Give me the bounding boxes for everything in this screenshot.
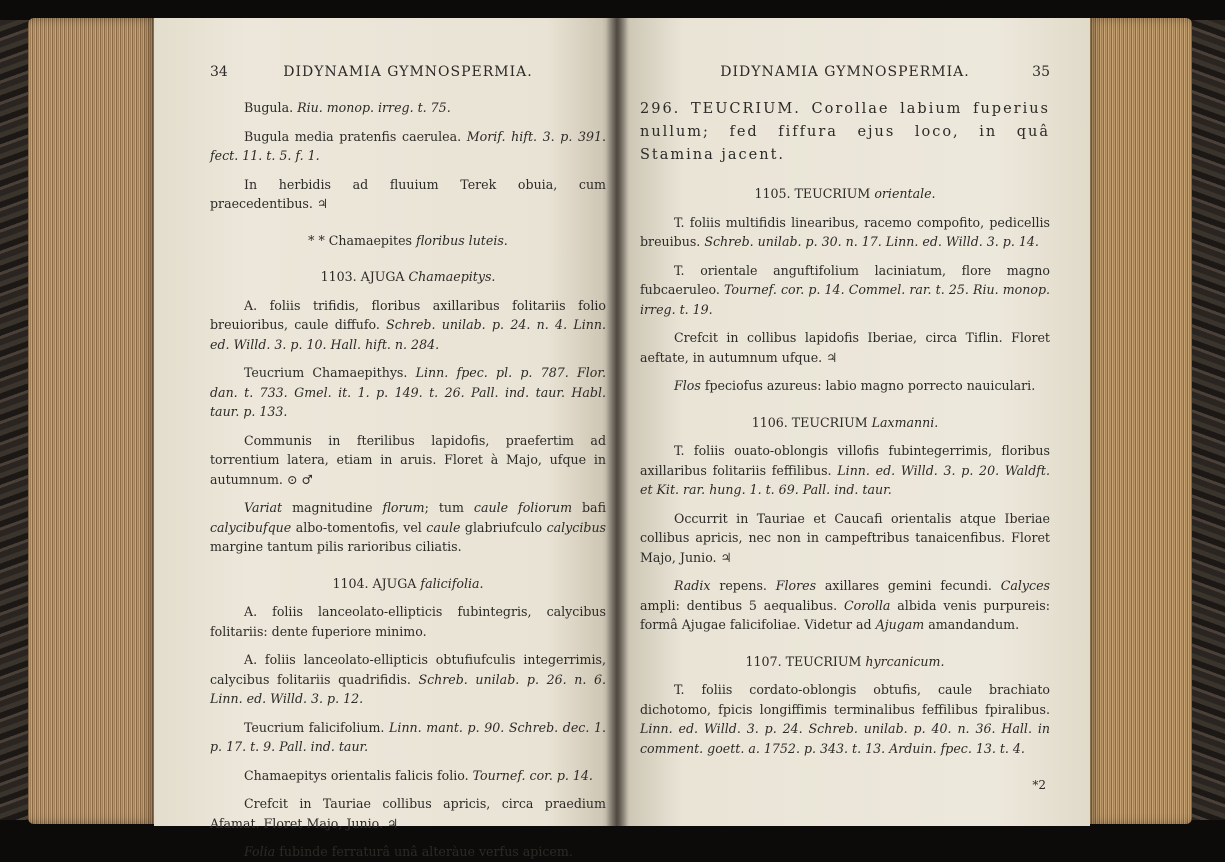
paragraph: Folia fubinde ferraturâ unâ alteràue verfus apicem.	[244, 844, 573, 859]
paragraph: Crefcit in collibus lapidofis Iberiae, circa Tiflin. Floret aeftate, in autumnum ufque. ♃	[640, 330, 1050, 365]
paragraph: Variat magnitudine florum; tum caule foliorum bafi calycibufque albo-tomentofis, vel caule glabriufculo calycibus margine tantum pilis rarioribus ciliatis.	[210, 500, 607, 554]
paragraph: Teucrium Chamaepithys. Linn. fpec. pl. p. 787. Flor. dan. t. 733. Gmel. it. 1. p. 149. t. 26. Pall. ind. taur. Habl. taur. p. 133.	[210, 365, 606, 419]
page-edges-right	[1088, 18, 1192, 824]
paragraph: T. foliis cordato-oblongis obtufis, caule brachiato dichotomo, fpicis longiffimis terminalibus feffilibus fpiralibus. Linn. ed. Willd. 3. p. 24. Schreb. unilab. p. 40. n. 36. Hall. in comment. goett. a. 1752. p. 343. t. 13. Arduin. fpec. 13. t. 4.	[640, 682, 1050, 756]
right-running-head	[640, 64, 1050, 88]
genus-heading: 296. TEUCRIUM. Corollae labium fuperius nullum; fed fiffura ejus loco, in quâ Stamina jacent.	[640, 101, 1050, 163]
book-gutter	[606, 18, 628, 826]
paragraph: Bugula media pratenfis caerulea. Morif. hift. 3. p. 391. fect. 11. t. 5. f. 1.	[210, 128, 606, 163]
paragraph: Crefcit in Tauriae collibus apricis, circa praedium Afamat. Floret Majo, Junio. ♃	[210, 796, 606, 831]
paragraph: Flos fpeciofus azureus: labio magno porrecto nauiculari.	[674, 378, 1036, 393]
left-running-head	[210, 64, 606, 88]
left-page-number: 34	[210, 64, 228, 80]
paragraph: A. foliis trifidis, floribus axillaribus folitariis folio breuioribus, caule diffufo. Schreb. unilab. p. 24. n. 4. Linn. ed. Willd. 3. p. 10. Hall. hift. n. 284.	[210, 297, 606, 352]
paragraph: In herbidis ad fluuium Terek obuia, cum praecedentibus. ♃	[210, 176, 606, 211]
paragraph: T. orientale anguftifolium laciniatum, flore magno fubcaeruleo. Tournef. cor. p. 14. Commel. rar. t. 25. Riu. monop. irreg. t. 19.	[640, 262, 1051, 317]
species-heading: 1104. AJUGA falicifolia.	[332, 575, 484, 591]
paragraph: Chamaepitys orientalis falicis folio. Tournef. cor. p. 14.	[244, 767, 593, 783]
paragraph: A. foliis lanceolato-ellipticis obtufiufculis integerrimis, calycibus folitariis quadrifidis. Schreb. unilab. p. 26. n. 6. Linn. ed. Willd. 3. p. 12.	[210, 652, 606, 706]
paragraph: Bugula. Riu. monop. irreg. t. 75.	[244, 100, 451, 115]
paragraph: A. foliis lanceolato-ellipticis fubintegris, calycibus folitariis: dente fuperiore minimo.	[210, 604, 606, 639]
left-running-title: DIDYNAMIA GYMNOSPERMIA.	[283, 64, 533, 80]
species-heading: 1105. TEUCRIUM orientale.	[754, 186, 936, 201]
paragraph: T. foliis ouato-oblongis villofis fubintegerrimis, floribus axillaribus folitariis feffilibus. Linn. ed. Willd. 3. p. 20. Waldft. et Kit. rar. hung. 1. t. 69. Pall. ind. taur.	[640, 443, 1050, 497]
marbled-board-right	[1189, 20, 1225, 820]
page-edges-left	[28, 18, 156, 824]
paragraph: T. foliis multifidis linearibus, racemo compofito, pedicellis breuibus. Schreb. unilab. p. 30. n. 17. Linn. ed. Willd. 3. p. 14.	[640, 214, 1050, 249]
species-heading: 1103. AJUGA Chamaepitys.	[320, 269, 496, 284]
signature-mark: *2	[1032, 778, 1046, 792]
paragraph: Radix repens. Flores axillares gemini fecundi. Calyces ampli: dentibus 5 aequalibus. Corolla albida venis purpureis: formâ Ajugae falicifoliae. Videtur ad Ajugam amandandum.	[640, 578, 1050, 632]
left-page	[154, 18, 616, 859]
right-running-title: DIDYNAMIA GYMNOSPERMIA.	[720, 64, 970, 80]
paragraph: Teucrium falicifolium. Linn. mant. p. 90. Schreb. dec. 1. p. 17. t. 9. Pall. ind. taur.	[210, 719, 606, 754]
species-heading: 1106. TEUCRIUM Laxmanni.	[751, 414, 939, 430]
paragraph: Communis in fterilibus lapidofis, praefertim ad torrentium latera, etiam in aruis. Floret à Majo, ufque in autumnum. ⊙ ♂	[210, 432, 606, 487]
paragraph: Occurrit in Tauriae et Caucafi orientalis atque Iberiae collibus apricis, nec non in campeftribus tanaicenfibus. Floret Majo, Junio. ♃	[640, 510, 1050, 565]
right-page	[616, 18, 1090, 826]
species-heading: 1107. TEUCRIUM hyrcanicum.	[745, 653, 945, 669]
right-page-number: 35	[1032, 64, 1050, 80]
section-heading: * * Chamaepites floribus luteis.	[308, 232, 508, 248]
